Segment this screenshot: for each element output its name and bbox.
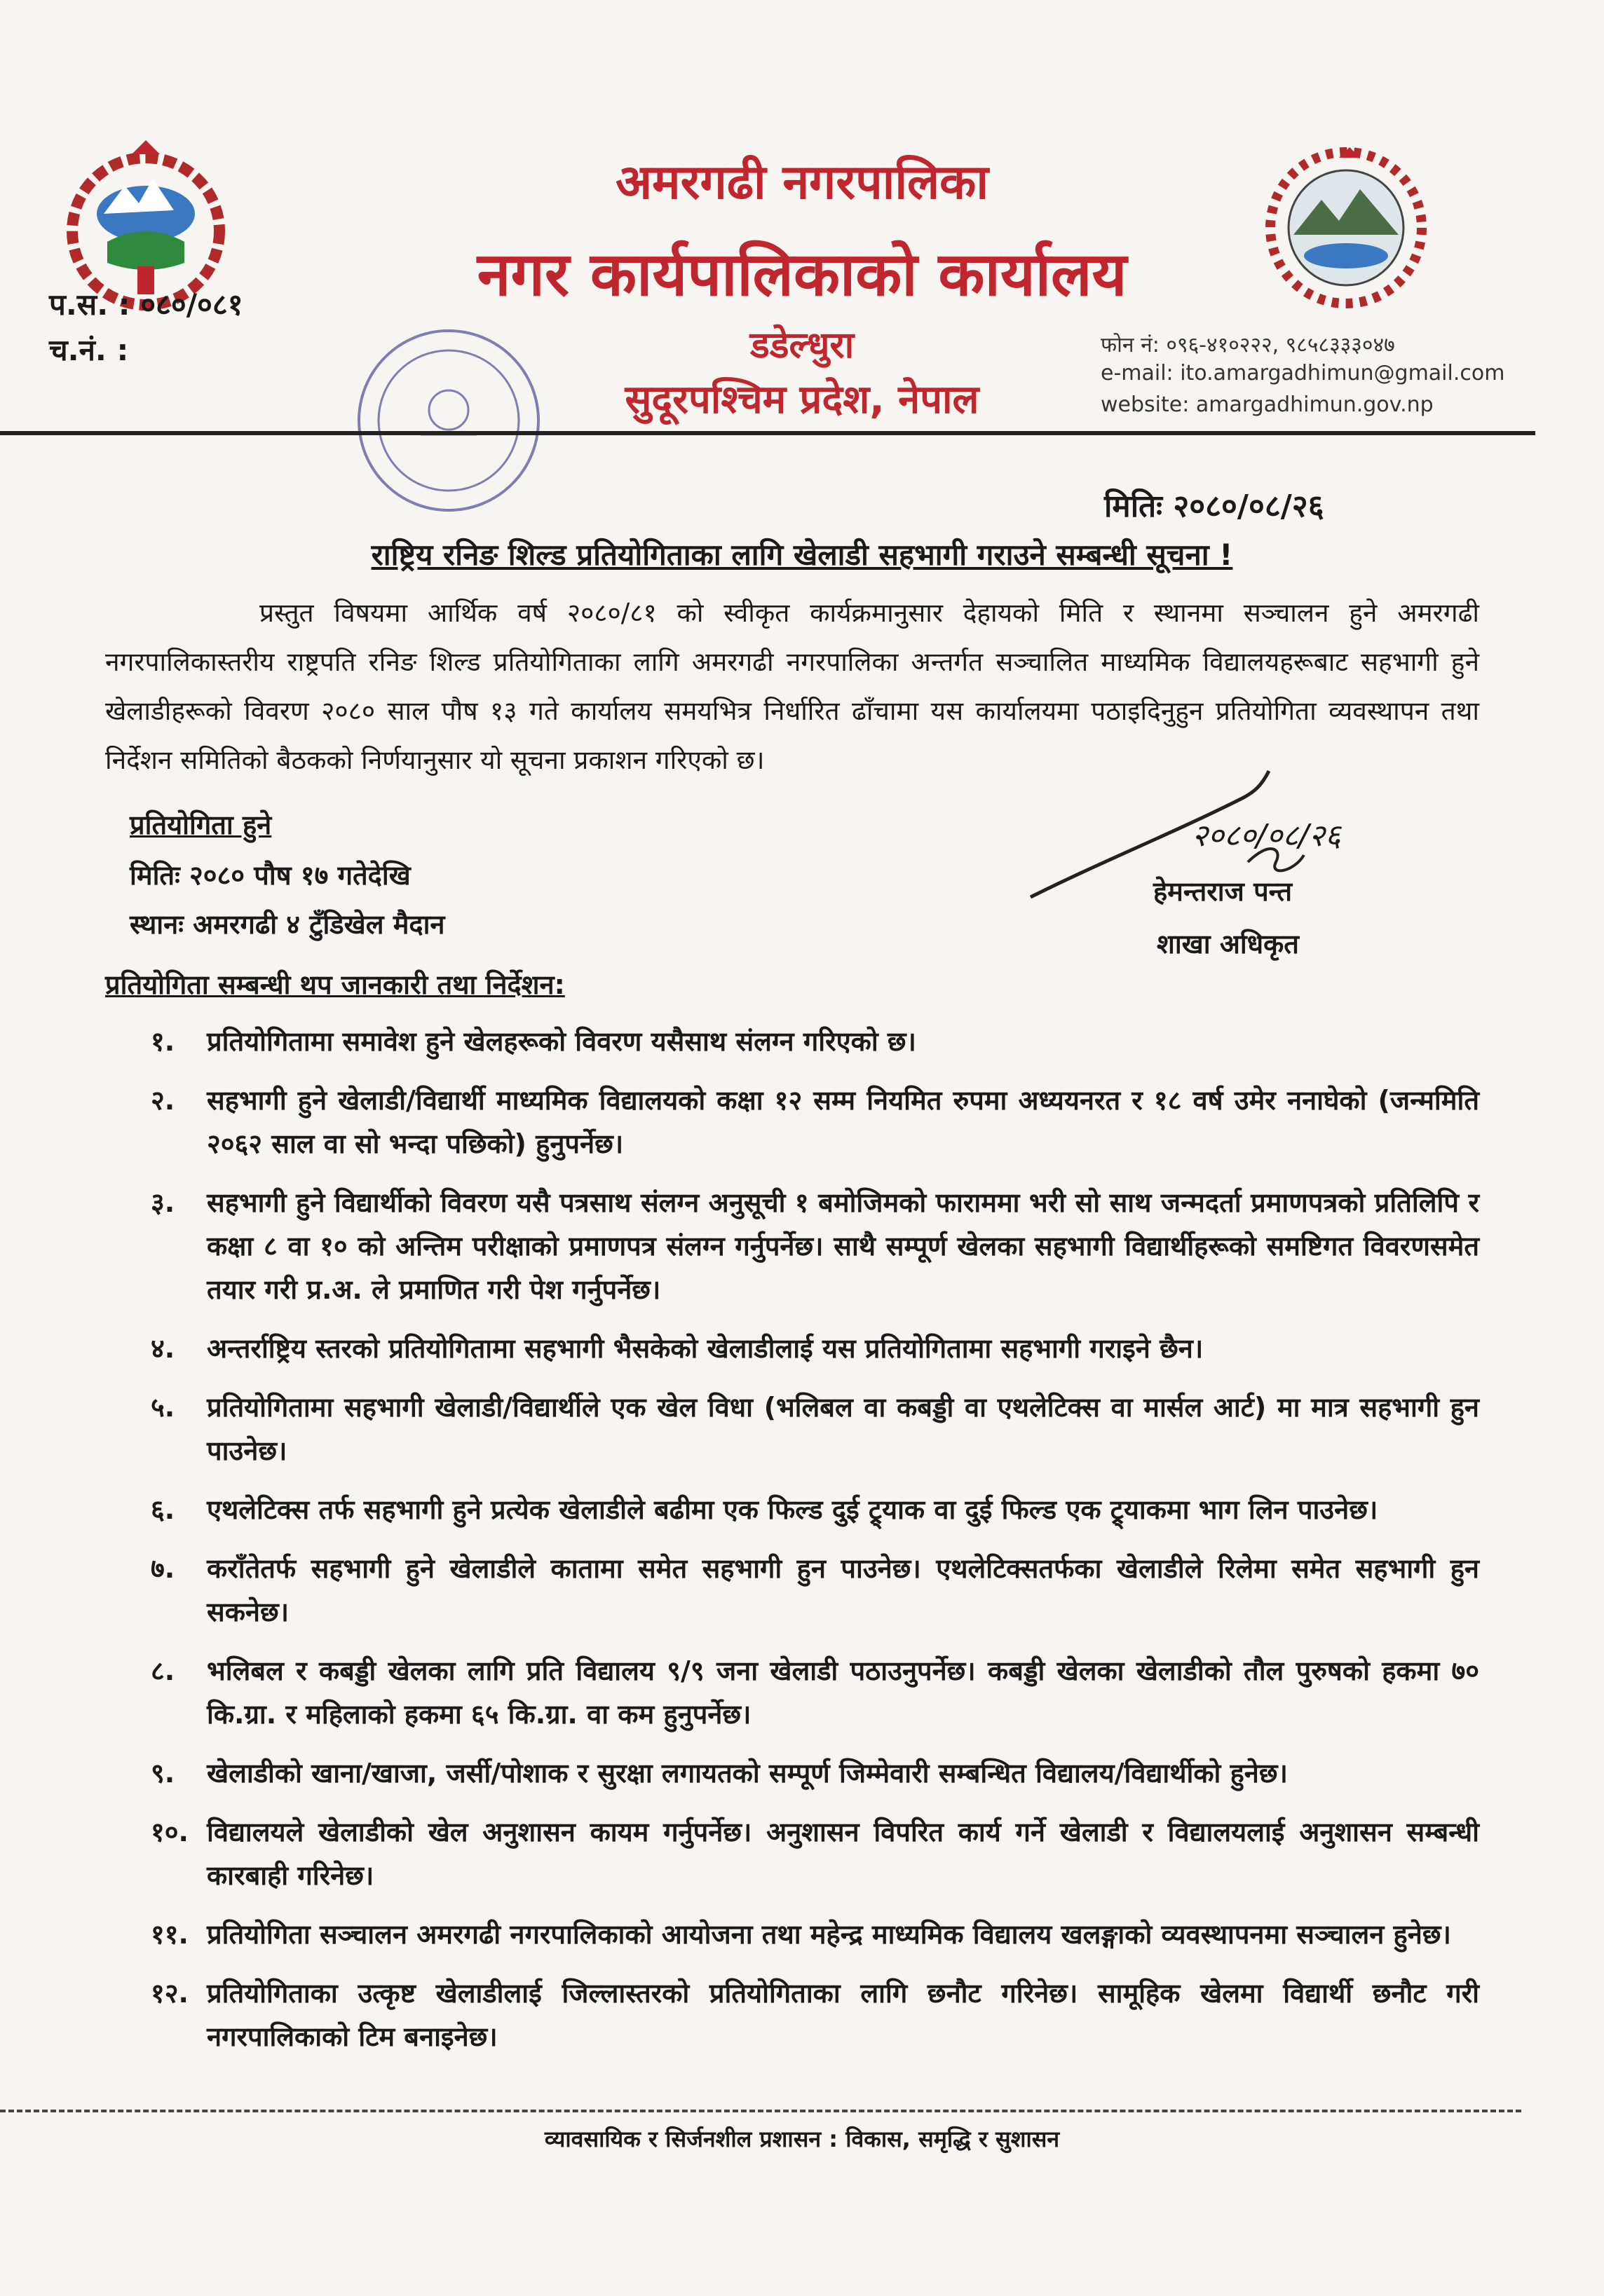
office-stamp-icon: [315, 315, 582, 526]
email-address: e-mail: ito.amargadhimun@gmail.com: [1101, 361, 1505, 385]
instructions-heading: प्रतियोगिता सम्बन्धी थप जानकारी तथा निर्देशन:: [105, 969, 565, 1000]
list-item: १२. प्रतियोगिताका उत्कृष्ट खेलाडीलाई जिल्लास्तरको प्रतियोगिताका लागि छनौट गरिनेछ। सामूहिक खेलमा विद्यार्थी छनौट गरी नगरपालिकाको टिम बनाइनेछ।: [151, 1978, 1479, 2052]
phone-number: फोन नं: ०९६-४१०२२२, ९८५८३३३०४७: [1101, 333, 1395, 357]
website-address: website: amargadhimun.gov.np: [1101, 392, 1434, 417]
notice-body: प्रस्तुत विषयमा आर्थिक वर्ष २०८०/८१ को स्वीकृत कार्यक्रमानुसार देहायको मिति र स्थानमा सञ्चालन हुने अमरगढी नगरपालिकास्तरीय राष्ट्रपति रनिङ शिल्ड प्रतियोगिताका लागि अमरगढी नगरपालिका अन्तर्गत सञ्चालित माध्यमिक विद्यालयहरूबाट सहभागी हुने खेलाडीहरूको विवरण २०८० साल पौष १३ गते कार्यालय समयभित्र निर्धारित ढाँचामा यस कार्यालयमा पठाइदिनुहुन प्रतियोगिता व्यवस्थापन तथा निर्देशन समितिको बैठकको निर्णयानुसार यो सूचना प्रकाशन गरिएको छ।: [105, 598, 1479, 775]
list-item: ९. खेलाडीको खाना/खाजा, जर्सी/पोशाक र सुरक्षा लगायतको सम्पूर्ण जिम्मेवारी सम्बन्धित विद्यालय/विद्यार्थीको हुनेछ।: [151, 1758, 1288, 1789]
competition-venue: स्थानः अमरगढी ४ टुँडिखेल मैदान: [130, 909, 445, 940]
district-name: डडेल्धुरा: [749, 324, 855, 367]
signature-date: २०८०/०८/२६: [1192, 818, 1341, 854]
instructions-list: [151, 1020, 1479, 2074]
list-item: ७. कराँतेतर्फ सहभागी हुने खेलाडीले कातामा समेत सहभागी हुन पाउनेछ। एथलेटिक्सतर्फका खेलाडीले रिलेमा समेत सहभागी हुन सकनेछ।: [151, 1553, 1479, 1627]
notice-date: मितिः २०८०/०८/२६: [1104, 488, 1324, 524]
footer-divider: [0, 2110, 1521, 2112]
province-name: सुदूरपश्चिम प्रदेश, नेपाल: [625, 377, 979, 423]
list-item: १०. विद्यालयले खेलाडीको खेल अनुशासन कायम गर्नुपर्नेछ। अनुशासन विपरित कार्य गर्ने खेलाडी र विद्यालयलाई अनुशासन सम्बन्धी कारबाही गरिनेछ।: [151, 1817, 1479, 1891]
signer-name: हेमन्तराज पन्त: [1153, 876, 1293, 907]
competition-date: मितिः २०८० पौष १७ गतेदेखि: [130, 860, 411, 891]
list-item: ५. प्रतियोगितामा सहभागी खेलाडी/विद्यार्थीले एक खेल विधा (भलिबल वा कबड्डी वा एथलेटिक्स वा मार्सल आर्ट) मा मात्र सहभागी हुन पाउनेछ।: [151, 1392, 1479, 1466]
list-item: २. सहभागी हुने खेलाडी/विद्यार्थी माध्यमिक विद्यालयको कक्षा १२ सम्म नियमित रुपमा अध्ययनरत र १८ वर्ष उमेर ननाघेको (जन्ममिति २०६२ साल वा सो भन्दा पछिको) हुनुपर्नेछ।: [151, 1085, 1479, 1159]
reference-number: प.स. : ०८०/०८१: [49, 287, 243, 322]
municipality-name: अमरगढी नगरपालिका: [616, 155, 988, 210]
list-item: १. प्रतियोगितामा समावेश हुने खेलहरूको विवरण यसैसाथ संलग्न गरिएको छ।: [151, 1026, 916, 1057]
list-item: ८. भलिबल र कबड्डी खेलका लागि प्रति विद्यालय ९/९ जना खेलाडी पठाउनुपर्नेछ। कबड्डी खेलका खेलाडीको तौल पुरुषको हकमा ७० कि.ग्रा. र महिलाको हकमा ६५ कि.ग्रा. वा कम हुनुपर्नेछ।: [151, 1655, 1479, 1730]
list-item: ६. एथलेटिक्स तर्फ सहभागी हुने प्रत्येक खेलाडीले बढीमा एक फिल्ड दुई ट्र्याक वा दुई फिल्ड एक ट्र्याकमा भाग लिन पाउनेछ।: [151, 1494, 1378, 1525]
signer-designation: शाखा अधिकृत: [1157, 929, 1299, 959]
footer-tagline: व्यावसायिक र सिर्जनशील प्रशासन : विकास, समृद्धि र सुशासन: [544, 2126, 1060, 2152]
header-divider: [0, 431, 1535, 435]
office-name: नगर कार्यपालिकाको कार्यालय: [477, 240, 1127, 310]
dispatch-number: च.नं. :: [49, 333, 129, 367]
list-item: ३. सहभागी हुने विद्यार्थीको विवरण यसै पत्रसाथ संलग्न अनुसूची १ बमोजिमको फाराममा भरी सो साथ जन्मदर्ता प्रमाणपत्रको प्रतिलिपि र कक्षा ८ वा १० को अन्तिम परीक्षाको प्रमाणपत्र संलग्न गर्नुपर्नेछ। साथै सम्पूर्ण खेलका सहभागी विद्यार्थीहरूको समष्टिगत विवरणसमेत तयार गरी प्र.अ. ले प्रमाणित गरी पेश गर्नुपर्नेछ।: [151, 1187, 1479, 1305]
notice-subject: राष्ट्रिय रनिङ शिल्ड प्रतियोगिताका लागि खेलाडी सहभागी गराउने सम्बन्धी सूचना !: [371, 538, 1233, 572]
list-item: ४. अन्तर्राष्ट्रिय स्तरको प्रतियोगितामा सहभागी भैसकेको खेलाडीलाई यस प्रतियोगितामा सहभागी गराइने छैन।: [151, 1333, 1204, 1364]
list-item: ११. प्रतियोगिता सञ्चालन अमरगढी नगरपालिकाको आयोजना तथा महेन्द्र माध्यमिक विद्यालय खलङ्गाको व्यवस्थापनमा सञ्चालन हुनेछ।: [151, 1919, 1451, 1950]
competition-heading: प्रतियोगिता हुने: [130, 809, 272, 840]
